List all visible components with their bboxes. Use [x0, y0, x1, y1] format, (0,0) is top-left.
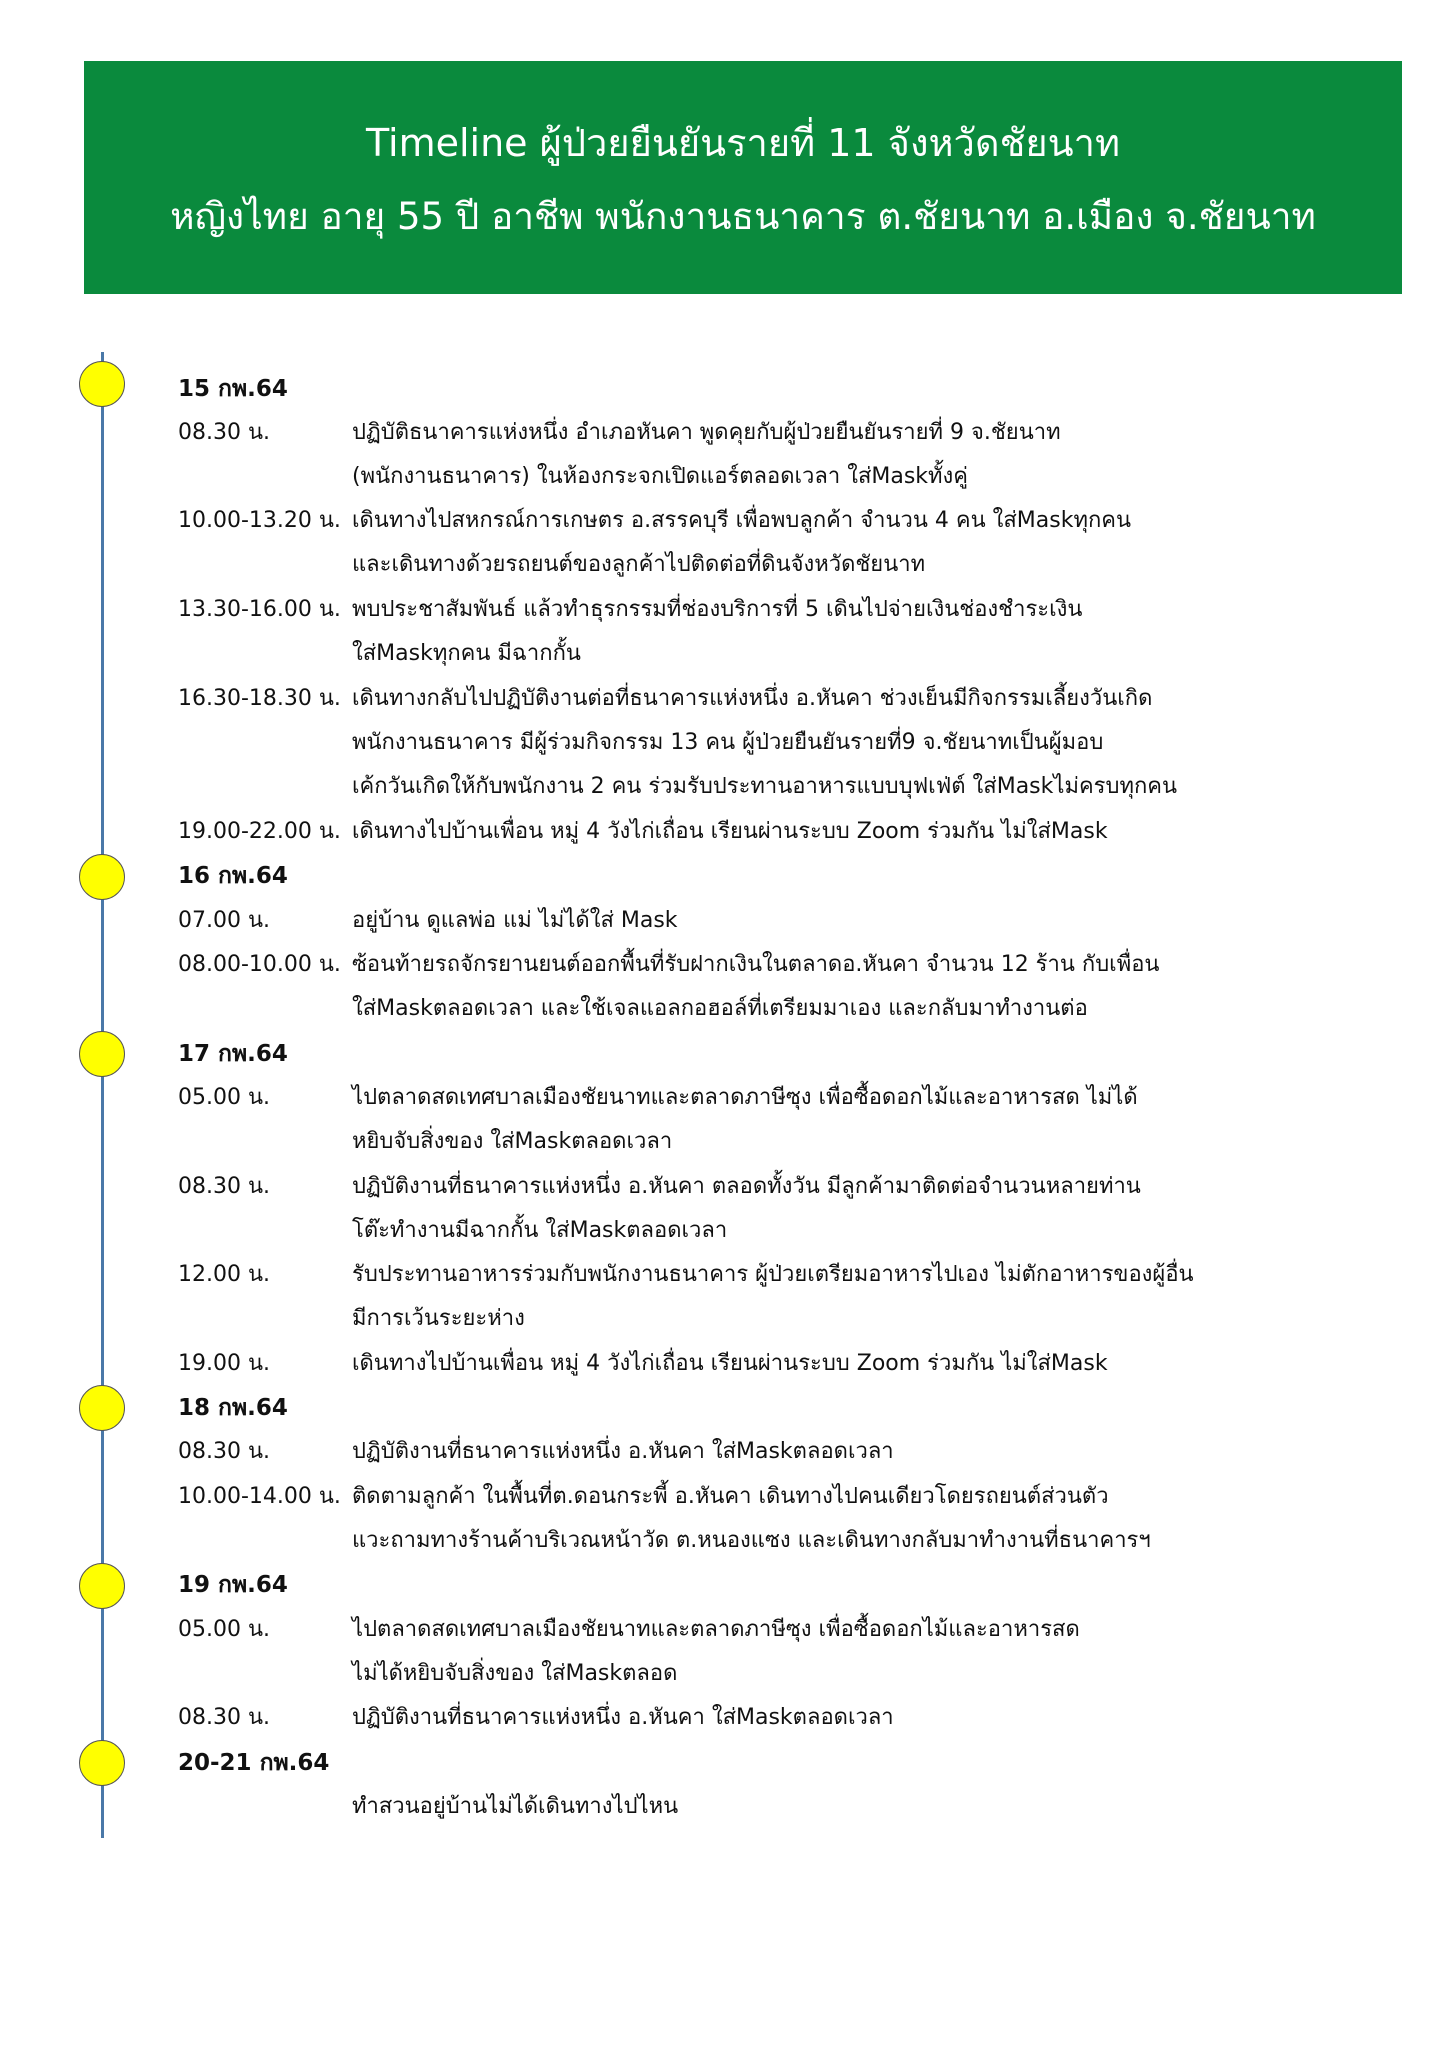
entry-line: ไม่ได้หยิบจับสิ่งของ ใส่Maskตลอด	[352, 1661, 678, 1686]
entry-description	[352, 1792, 1282, 1836]
entry-line: เค้กวันเกิดให้กับพนักงาน 2 คน ร่วมรับประทานอาหารแบบบุฟเฟ่ต์ ใส่Maskไม่ครบทุกคน	[352, 774, 1178, 799]
entry-line: หยิบจับสิ่งของ ใส่Maskตลอดเวลา	[352, 1129, 673, 1154]
entry-description	[352, 1482, 1282, 1570]
entry-time: 10.00-14.00 น.	[178, 1484, 341, 1509]
entry-description	[352, 1083, 1282, 1171]
entry-time: 05.00 น.	[178, 1617, 271, 1642]
timeline-dot	[79, 854, 125, 900]
entry-line: ใส่Maskทุกคน มีฉากกั้น	[352, 641, 581, 666]
entry-time: 13.30-16.00 น.	[178, 597, 341, 622]
timeline-dot	[79, 1740, 125, 1786]
day-date: 17 กพ.64	[178, 1041, 288, 1067]
entry-description	[352, 595, 1282, 683]
day-date: 15 กพ.64	[178, 376, 288, 402]
day-date: 18 กพ.64	[178, 1395, 288, 1421]
day-date: 16 กพ.64	[178, 863, 288, 889]
entry-description	[352, 817, 1282, 861]
entry-line: ไปตลาดสดเทศบาลเมืองชัยนาทและตลาดภาษีซุง เพื่อซื้อดอกไม้และอาหารสด	[352, 1617, 1080, 1642]
entry-line: ปฏิบัติงานที่ธนาคารแห่งหนึ่ง อ.หันคา ใส่Maskตลอดเวลา	[352, 1439, 894, 1464]
entry-description	[352, 906, 1282, 950]
timeline-dot	[79, 1563, 125, 1609]
entry-line: (พนักงานธนาคาร) ในห้องกระจกเปิดแอร์ตลอดเวลา ใส่Maskทั้งคู่	[352, 464, 969, 489]
entry-line: ทำสวนอยู่บ้านไม่ได้เดินทางไปไหน	[352, 1794, 679, 1819]
entry-description	[352, 950, 1282, 1038]
entry-description	[352, 1615, 1282, 1703]
entry-line: เดินทางไปบ้านเพื่อน หมู่ 4 วังไก่เถื่อน เรียนผ่านระบบ Zoom ร่วมกัน ไม่ใส่Mask	[352, 1351, 1108, 1376]
entry-line: รับประทานอาหารร่วมกับพนักงานธนาคาร ผู้ป่วยเตรียมอาหารไปเอง ไม่ตักอาหารของผู้อื่น	[352, 1262, 1194, 1287]
entry-time: 05.00 น.	[178, 1085, 271, 1110]
timeline-dot	[79, 1031, 125, 1077]
entry-line: และเดินทางด้วยรถยนต์ของลูกค้าไปติดต่อที่ดินจังหวัดชัยนาท	[352, 552, 926, 577]
entry-description	[352, 684, 1282, 816]
day-date: 19 กพ.64	[178, 1572, 288, 1598]
entry-description	[352, 506, 1282, 594]
timeline-dot	[79, 361, 125, 407]
entry-description	[352, 1349, 1282, 1393]
entry-line: ปฏิบัติงานที่ธนาคารแห่งหนึ่ง อ.หันคา ใส่Maskตลอดเวลา	[352, 1705, 894, 1730]
entry-description	[352, 1260, 1282, 1348]
entry-description	[352, 1172, 1282, 1260]
entry-line: ปฏิบัติงานที่ธนาคารแห่งหนึ่ง อ.หันคา ตลอดทั้งวัน มีลูกค้ามาติดต่อจำนวนหลายท่าน	[352, 1174, 1141, 1199]
entry-time: 08.30 น.	[178, 420, 271, 445]
entry-line: ไปตลาดสดเทศบาลเมืองชัยนาทและตลาดภาษีซุง เพื่อซื้อดอกไม้และอาหารสด ไม่ได้	[352, 1085, 1138, 1110]
header-banner	[84, 61, 1402, 294]
entry-time: 07.00 น.	[178, 908, 271, 933]
entry-time: 10.00-13.20 น.	[178, 508, 341, 533]
entry-line: ใส่Maskตลอดเวลา และใช้เจลแอลกอฮอล์ที่เตรียมมาเอง และกลับมาทำงานต่อ	[352, 996, 1088, 1021]
entry-line: เดินทางกลับไปปฏิบัติงานต่อที่ธนาคารแห่งหนึ่ง อ.หันคา ช่วงเย็นมีกิจกรรมเลี้ยงวันเกิด	[352, 686, 1153, 711]
entry-line: แวะถามทางร้านค้าบริเวณหน้าวัด ต.หนองแซง และเดินทางกลับมาทำงานที่ธนาคารฯ	[352, 1528, 1151, 1553]
page-title: Timeline ผู้ป่วยยืนยันรายที่ 11 จังหวัดชัยนาท	[365, 121, 1120, 165]
entry-description	[352, 1703, 1282, 1747]
entry-time: 16.30-18.30 น.	[178, 686, 341, 711]
entry-line: เดินทางไปสหกรณ์การเกษตร อ.สรรคบุรี เพื่อพบลูกค้า จำนวน 4 คน ใส่Maskทุกคน	[352, 508, 1132, 533]
entry-time: 12.00 น.	[178, 1262, 271, 1287]
entry-line: มีการเว้นระยะห่าง	[352, 1306, 525, 1331]
entry-time: 08.30 น.	[178, 1174, 271, 1199]
entry-line: พบประชาสัมพันธ์ แล้วทำธุรกรรมที่ช่องบริการที่ 5 เดินไปจ่ายเงินช่องชำระเงิน	[352, 597, 1083, 622]
entry-line: เดินทางไปบ้านเพื่อน หมู่ 4 วังไก่เถื่อน เรียนผ่านระบบ Zoom ร่วมกัน ไม่ใส่Mask	[352, 819, 1108, 844]
entry-time: 19.00-22.00 น.	[178, 819, 341, 844]
page-subtitle: หญิงไทย อายุ 55 ปี อาชีพ พนักงานธนาคาร ต.ชัยนาท อ.เมือง จ.ชัยนาท	[170, 195, 1316, 238]
entry-line: ปฏิบัติธนาคารแห่งหนึ่ง อำเภอหันคา พูดคุยกับผู้ป่วยยืนยันรายที่ 9 จ.ชัยนาท	[352, 420, 1061, 445]
entry-line: ซ้อนท้ายรถจักรยานยนต์ออกพื้นที่รับฝากเงินในตลาดอ.หันคา จำนวน 12 ร้าน กับเพื่อน	[352, 952, 1160, 977]
entry-line: โต๊ะทำงานมีฉากกั้น ใส่Maskตลอดเวลา	[352, 1218, 728, 1243]
entry-line: อยู่บ้าน ดูแลพ่อ แม่ ไม่ได้ใส่ Mask	[352, 908, 678, 933]
entry-time: 08.30 น.	[178, 1705, 271, 1730]
entry-line: ติดตามลูกค้า ในพื้นที่ต.ดอนกระพี้ อ.หันคา เดินทางไปคนเดียวโดยรถยนต์ส่วนตัว	[352, 1484, 1109, 1509]
timeline-line	[101, 352, 104, 1838]
entry-time: 19.00 น.	[178, 1351, 271, 1376]
entry-description	[352, 418, 1282, 506]
entry-time: 08.00-10.00 น.	[178, 952, 341, 977]
timeline-dot	[79, 1385, 125, 1431]
entry-description	[352, 1437, 1282, 1481]
day-date: 20-21 กพ.64	[178, 1750, 330, 1776]
entry-time: 08.30 น.	[178, 1439, 271, 1464]
entry-line: พนักงานธนาคาร มีผู้ร่วมกิจกรรม 13 คน ผู้ป่วยยืนยันรายที่9 จ.ชัยนาทเป็นผู้มอบ	[352, 730, 1104, 755]
